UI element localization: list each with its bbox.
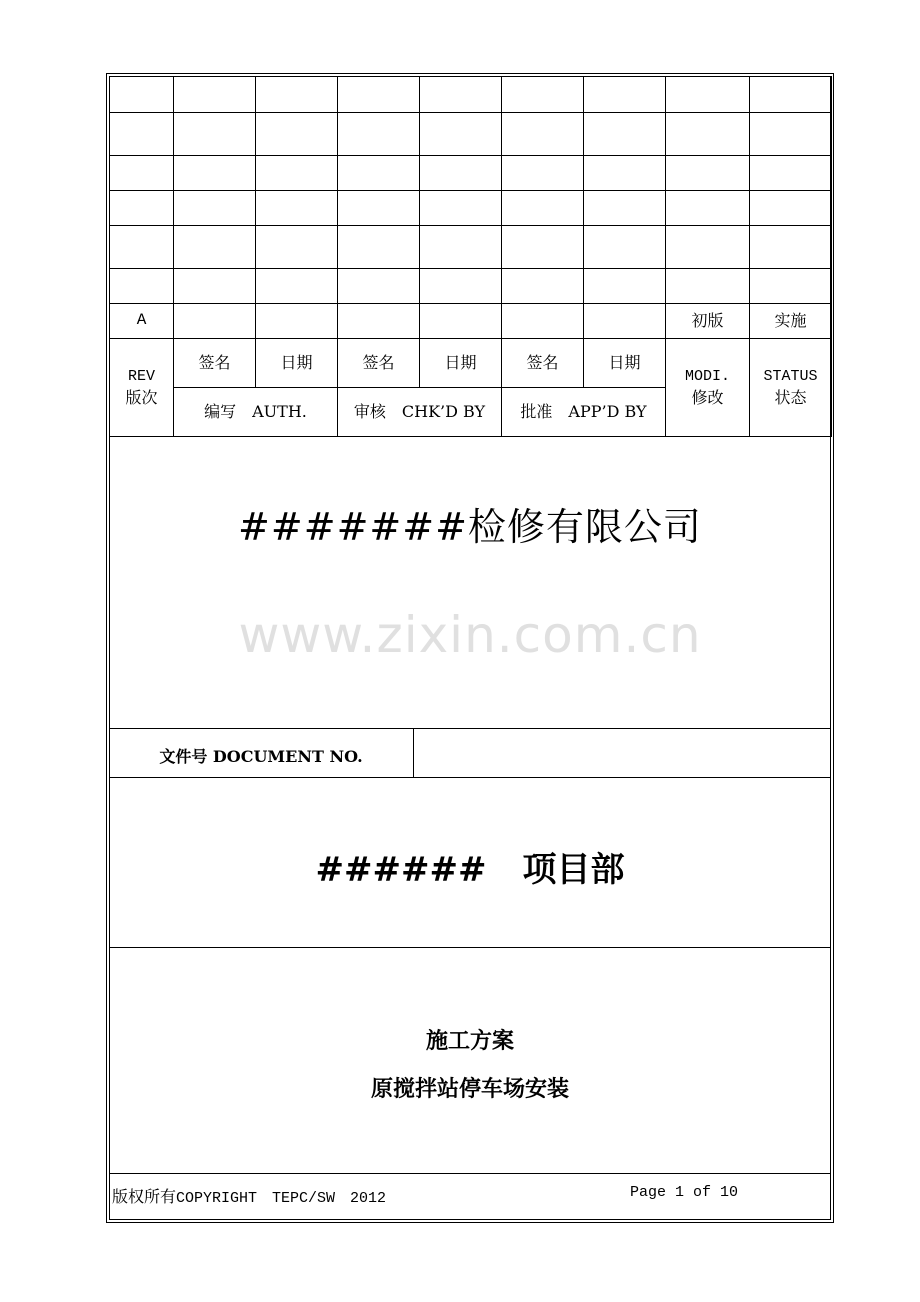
company-section xyxy=(109,438,831,729)
status-header-cn: 状态 xyxy=(774,387,807,407)
plan-section xyxy=(109,948,831,1174)
revision-row-blank xyxy=(110,269,832,304)
revision-row-blank xyxy=(110,77,832,113)
revision-row-blank xyxy=(110,226,832,269)
rev-a-modi: 初版 xyxy=(666,304,750,339)
project-name: 项目部 xyxy=(522,850,625,890)
rev-header-cn: 版次 xyxy=(125,387,158,407)
footer-copyright-cn: 版权所有 xyxy=(112,1187,177,1206)
project-code: ###### xyxy=(315,850,487,890)
rev-header-cell xyxy=(110,339,174,437)
project-title xyxy=(109,842,831,891)
approver-role-label: 批准 APP’D BY xyxy=(502,388,666,437)
rev-a-status: 实施 xyxy=(750,304,832,339)
revision-table xyxy=(109,76,832,437)
status-header-en: STATUS xyxy=(763,367,818,385)
approver-date-header: 日期 xyxy=(584,339,666,388)
footer-copyright-en: COPYRIGHT TEPC/SW 2012 xyxy=(176,1190,387,1207)
rev-header-en: REV xyxy=(127,367,155,385)
approver-sign-header: 签名 xyxy=(502,339,584,388)
document-number-value xyxy=(415,729,831,777)
document-number-label: 文件号 DOCUMENT NO. xyxy=(109,729,414,777)
footer-copyright xyxy=(112,1184,386,1207)
author-sign-header: 签名 xyxy=(174,339,256,388)
modi-header-en: MODI. xyxy=(684,367,730,385)
revision-row-blank xyxy=(110,191,832,226)
footer-page-number: Page 1 of 10 xyxy=(630,1184,739,1201)
company-name: #######检修有限公司 xyxy=(238,505,702,549)
modi-header-cell xyxy=(666,339,750,437)
rev-a-label: A xyxy=(110,304,174,339)
revision-row-blank xyxy=(110,113,832,156)
checker-role-label: 审核 CHK’D BY xyxy=(338,388,502,437)
footer xyxy=(109,1174,831,1220)
document-number-section xyxy=(109,729,831,778)
plan-subject: 原搅拌站停车场安装 xyxy=(370,1076,569,1102)
revision-row-a xyxy=(110,304,832,339)
status-header-cell xyxy=(750,339,832,437)
author-date-header: 日期 xyxy=(256,339,338,388)
checker-date-header: 日期 xyxy=(420,339,502,388)
modi-header-cn: 修改 xyxy=(691,387,724,407)
project-section xyxy=(109,778,831,948)
watermark: www.zixin.com.cn xyxy=(238,606,702,664)
revision-header-row xyxy=(110,339,832,388)
author-role-label: 编写 AUTH. xyxy=(174,388,338,437)
plan-title: 施工方案 xyxy=(425,1028,514,1054)
checker-sign-header: 签名 xyxy=(338,339,420,388)
revision-row-blank xyxy=(110,156,832,191)
